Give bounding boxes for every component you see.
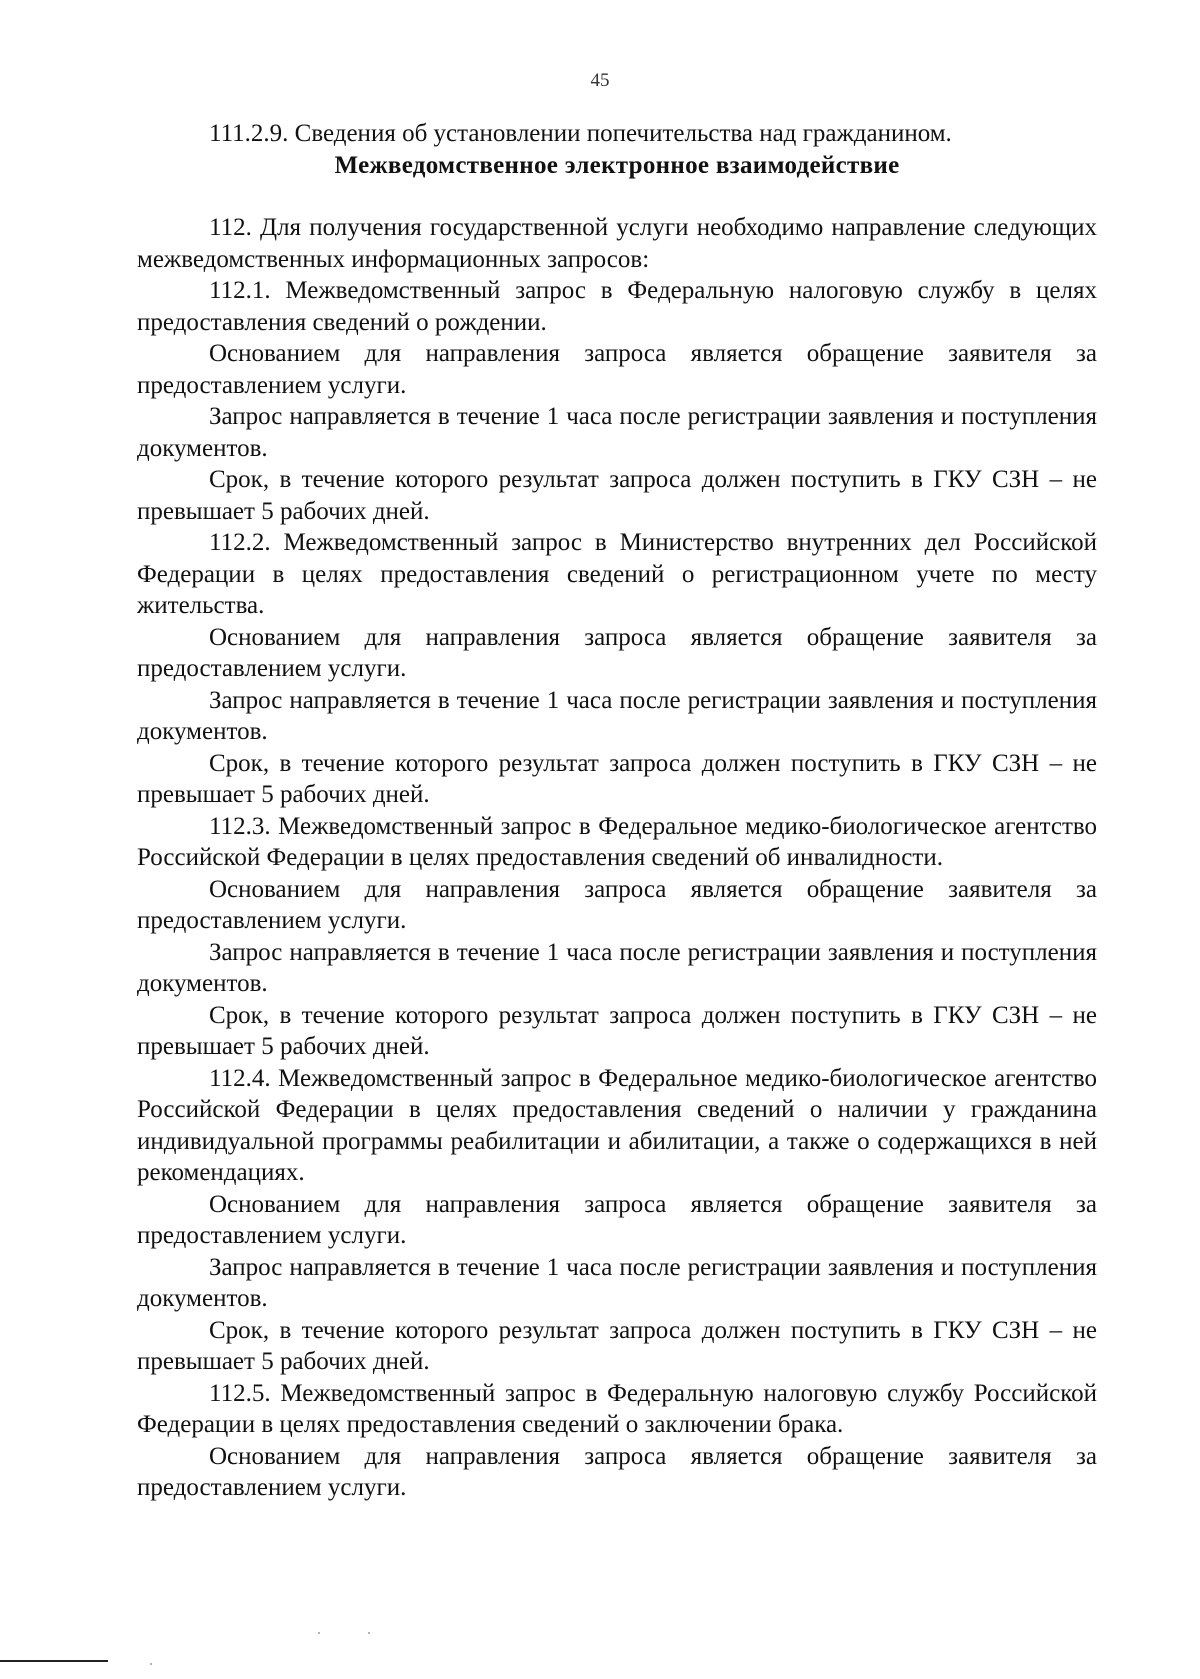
paragraph-112-1: 112.1. Межведомственный запрос в Федеральную налоговую службу в целях предоставления сведений о рождении. (137, 277, 1097, 336)
heading-spacer (137, 181, 1097, 212)
paragraph-basis: Основанием для направления запроса является обращение заявителя за предоставлением услуги. (137, 1442, 1097, 1501)
paragraph-basis: Основанием для направления запроса является обращение заявителя за предоставлением услуги. (137, 623, 1097, 682)
page-number: 45 (590, 70, 610, 91)
scan-artifact (150, 1663, 152, 1665)
scan-artifact (318, 1632, 320, 1634)
paragraph-112-3: 112.3. Межведомственный запрос в Федеральное медико-биологическое агентство Российской Федерации в целях предоставления сведений об инвалидности. (137, 812, 1097, 871)
paragraph-basis: Основанием для направления запроса является обращение заявителя за предоставлением услуги. (137, 875, 1097, 934)
paragraph-deadline: Срок, в течение которого результат запроса должен поступить в ГКУ СЗН – не превышает 5 рабочих дней. (137, 749, 1097, 808)
footer-rule (0, 1660, 108, 1662)
paragraph-deadline: Срок, в течение которого результат запроса должен поступить в ГКУ СЗН – не превышает 5 рабочих дней. (137, 1316, 1097, 1375)
paragraph-timing: Запрос направляется в течение 1 часа после регистрации заявления и поступления документов. (137, 1253, 1097, 1312)
paragraph-112-4: 112.4. Межведомственный запрос в Федеральное медико-биологическое агентство Российской Федерации в целях предоставления сведений о наличии у гражданина индивидуальной программы реабилитации и абилитации, а также о содержащихся в ней рекомендациях. (137, 1064, 1097, 1186)
paragraph-112-5: 112.5. Межведомственный запрос в Федеральную налоговую службу Российской Федерации в целях предоставления сведений о заключении брака. (137, 1379, 1097, 1438)
paragraph-basis: Основанием для направления запроса является обращение заявителя за предоставлением услуги. (137, 340, 1097, 399)
paragraph-deadline: Срок, в течение которого результат запроса должен поступить в ГКУ СЗН – не превышает 5 рабочих дней. (137, 1001, 1097, 1060)
paragraph-112-2: 112.2. Межведомственный запрос в Министерство внутренних дел Российской Федерации в целях предоставления сведений о регистрационном учете по месту жительства. (137, 529, 1097, 619)
section-heading: Межведомственное электронное взаимодействие (334, 151, 900, 179)
paragraph-deadline: Срок, в течение которого результат запроса должен поступить в ГКУ СЗН – не превышает 5 рабочих дней. (137, 466, 1097, 525)
subsection-title: 111.2.9. Сведения об установлении попечительства над гражданином. (209, 120, 952, 147)
paragraph-timing: Запрос направляется в течение 1 часа после регистрации заявления и поступления документов. (137, 938, 1097, 997)
paragraph-basis: Основанием для направления запроса является обращение заявителя за предоставлением услуги. (137, 1190, 1097, 1249)
document-body (137, 118, 1097, 1504)
paragraph-timing: Запрос направляется в течение 1 часа после регистрации заявления и поступления документов. (137, 403, 1097, 462)
scan-artifact (368, 1632, 370, 1634)
paragraph-timing: Запрос направляется в течение 1 часа после регистрации заявления и поступления документов. (137, 686, 1097, 745)
paragraph-112-intro: 112. Для получения государственной услуги необходимо направление следующих межведомственных информационных запросов: (137, 214, 1097, 273)
